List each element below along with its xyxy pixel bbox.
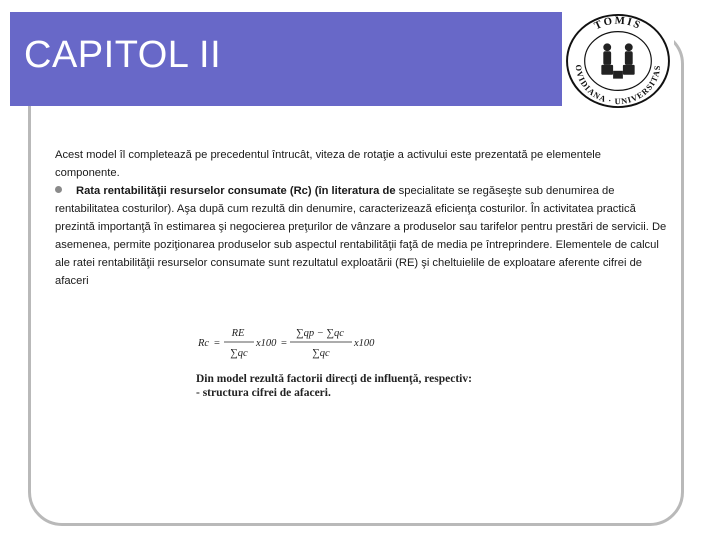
formula-num2: ∑qp − ∑qc [296,328,344,339]
formula-note-line2: - structura cifrei de afaceri. [196,387,331,399]
slide-title: CAPITOL II [24,34,222,76]
university-seal-icon [562,10,674,112]
bullet-rest-text: specialitate se regăseşte sub denumirea de rentabilitatea costurilor). Aşa după cum rezultă din denumire, caracterizează eficienţa costurilor. În activitatea practică prezintă importanţă în estimarea şi negocierea preţurilor de vânzare a produselor sau tarifelor pentru prestări de servicii. De asemenea, permite poziţionarea produselor sub aspectul rentabilităţii faţă de media pe întreprindere. Elementele de calcul ale ratei rentabilităţii resurselor consumate sunt rezultatul exploatării (RE) şi cheltuielile de exploatare aferente cifrei de afaceri [55,185,667,287]
formula-eq2: = [281,338,287,349]
formula-den1: ∑qc [230,348,248,359]
formula-lhs: Rc [198,338,210,349]
formula-den2: ∑qc [312,348,330,359]
formula-notes [196,372,516,400]
formula-note-line1: Din model rezultă factorii direcţi de influenţă, respectiv: [196,373,472,385]
seal-bottom-text: OVIDIANA · UNIVERSITAS [573,64,663,107]
bullet-icon [55,186,62,193]
formula-mult1: x100 [256,338,277,349]
body-text [55,146,667,290]
formula-mult2: x100 [354,338,375,349]
bullet-bold-text: Rata rentabilităţii resurselor consumate (Rc) (în literatura de [76,185,396,197]
formula-num1: RE [231,328,245,339]
formula [196,322,396,366]
intro-paragraph: Acest model îl completează pe precedentul întrucât, viteza de rotaţie a activului este prezentată pe elementele componente. [55,149,602,179]
formula-eq1: = [214,338,220,349]
bullet-paragraph [55,182,667,290]
seal-top-text: TOMIS [592,14,644,33]
